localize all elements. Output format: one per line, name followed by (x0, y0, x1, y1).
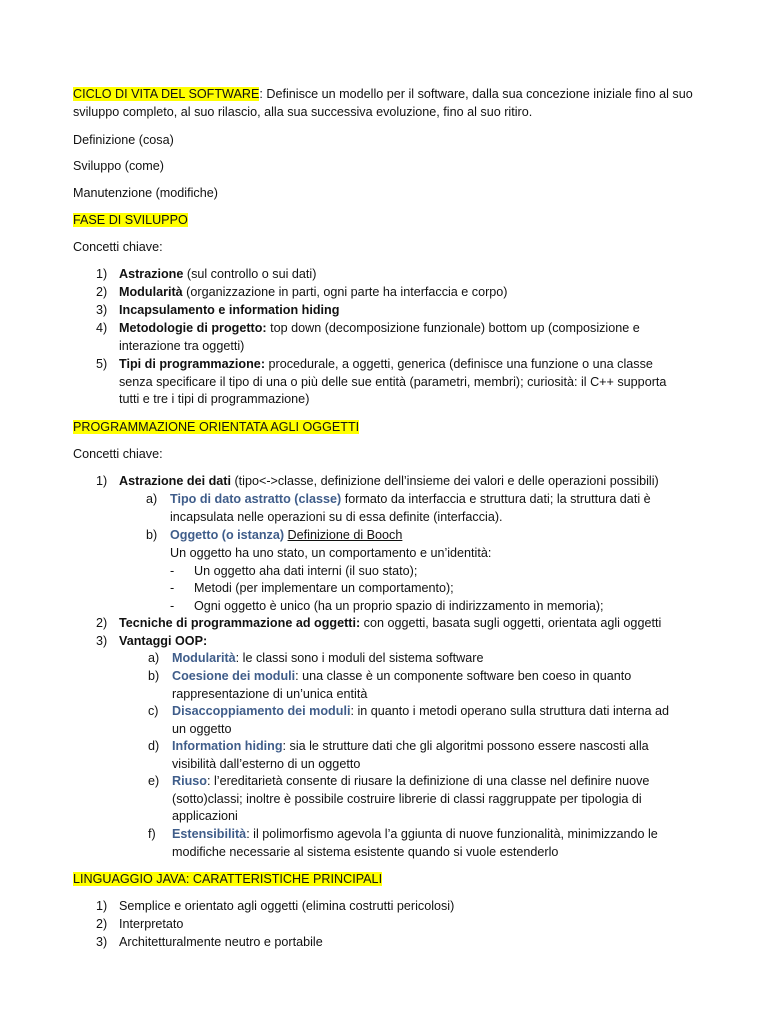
vantaggio-continuation: modifiche necessarie al sistema esistente quando si vuole estenderlo (172, 845, 559, 859)
concepts-label: Concetti chiave: (73, 447, 163, 461)
heading-text: FASE DI SVILUPPO (73, 213, 188, 227)
vantaggio-item: Disaccoppiamento dei moduli: in quanto i metodi operano sulla struttura dati interna ad (172, 704, 669, 718)
sub-letter: a) (148, 651, 160, 665)
bullet-dash: - (170, 599, 175, 613)
concepts-label: Concetti chiave: (73, 240, 163, 254)
vantaggio-item: Modularità: le classi sono i moduli del sistema software (172, 651, 484, 665)
bullet-dash: - (170, 564, 175, 578)
vantaggio-item: Coesione dei moduli: una classe è un componente software ben coeso in quanto (172, 669, 632, 683)
list-item: Tecniche di programmazione ad oggetti: con oggetti, basata sugli oggetti, orientata agli oggetti (119, 616, 662, 630)
list-item: Vantaggi OOP: (119, 634, 208, 648)
list-number: 5) (96, 357, 108, 371)
list-number: 1) (96, 474, 108, 488)
bullet-item: Un oggetto aha dati interni (il suo stato); (194, 564, 418, 578)
bullet-item: Metodi (per implementare un comportamento); (194, 581, 454, 595)
list-item: Astrazione (sul controllo o sui dati) (119, 267, 317, 281)
intro-item-sviluppo: Sviluppo (come) (73, 159, 164, 173)
sub-item: Tipo di dato astratto (classe) formato da interfaccia e struttura dati; la struttura dati è (170, 492, 651, 506)
intro-text: : Definisce un modello per il software, dalla sua concezione iniziale fino al suo (259, 87, 693, 101)
section-heading-sviluppo (73, 212, 188, 228)
section-heading-ciclo: CICLO DI VITA DEL SOFTWARE (73, 87, 260, 101)
intro-item-definizione: Definizione (cosa) (73, 133, 174, 147)
sub-letter: b) (148, 669, 160, 683)
list-item: Interpretato (119, 917, 184, 931)
vantaggio-continuation: visibilità dall’esterno di un oggetto (172, 757, 361, 771)
vantaggio-item: Riuso: l’ereditarietà consente di riusare la definizione di una classe nel definire nuove (172, 774, 650, 788)
intro-item-manutenzione: Manutenzione (modifiche) (73, 186, 218, 200)
vantaggio-continuation: (sotto)classi; inoltre è possibile costruire librerie di classi raggruppate per tipologia di (172, 792, 642, 806)
list-item: Modularità (organizzazione in parti, ogni parte ha interfaccia e corpo) (119, 285, 508, 299)
list-item: Astrazione dei dati (tipo<->classe, definizione dell’insieme dei valori e delle operazioni possibili) (119, 474, 659, 488)
list-number: 4) (96, 321, 108, 335)
vantaggio-continuation: applicazioni (172, 809, 238, 823)
vantaggio-item: Information hiding: sia le strutture dati che gli algoritmi possono essere nascosti alla (172, 739, 649, 753)
sub-item-continuation: incapsulata nelle operazioni su di essa definite (interfaccia). (170, 510, 503, 524)
list-item: Semplice e orientato agli oggetti (elimina costrutti pericolosi) (119, 899, 455, 913)
list-item-continuation: senza specificare il tipo di una o più delle sue entità (parametri, membri); curiosità: il C++ supporta (119, 375, 667, 389)
list-number: 2) (96, 616, 108, 630)
booch-link[interactable]: Definizione di Booch (287, 528, 403, 542)
sub-letter: b) (146, 528, 158, 542)
intro-line-1 (73, 86, 693, 102)
list-item-continuation: interazione tra oggetti) (119, 339, 245, 353)
list-item: Tipi di programmazione: procedurale, a oggetti, generica (definisce una funzione o una classe (119, 357, 653, 371)
bullet-dash: - (170, 581, 175, 595)
sub-letter: c) (148, 704, 159, 718)
sub-letter: d) (148, 739, 160, 753)
list-number: 2) (96, 917, 108, 931)
intro-line-2: sviluppo completo, al suo rilascio, alla sua successiva evoluzione, fino al suo ritiro. (73, 105, 533, 119)
heading-text: PROGRAMMAZIONE ORIENTATA AGLI OGGETTI (73, 420, 360, 434)
list-item: Architetturalmente neutro e portabile (119, 935, 323, 949)
list-number: 3) (96, 303, 108, 317)
list-number: 3) (96, 634, 108, 648)
bullet-item: Ogni oggetto è unico (ha un proprio spazio di indirizzamento in memoria); (194, 599, 604, 613)
section-heading-java (73, 871, 382, 887)
sub-letter: e) (148, 774, 160, 788)
vantaggio-continuation: un oggetto (172, 722, 232, 736)
heading-text: LINGUAGGIO JAVA: CARATTERISTICHE PRINCIPALI (73, 872, 383, 886)
vantaggio-continuation: rappresentazione di un’unica entità (172, 687, 368, 701)
list-item: Incapsulamento e information hiding (119, 303, 340, 317)
sub-letter: a) (146, 492, 158, 506)
sub-item: Oggetto (o istanza) Definizione di Booch (170, 528, 403, 542)
list-item-continuation: tutti e tre i tipi di programmazione) (119, 392, 310, 406)
list-item: Metodologie di progetto: top down (decomposizione funzionale) bottom up (composizione e (119, 321, 640, 335)
vantaggio-item: Estensibilità: il polimorfismo agevola l’a ggiunta di nuove funzionalità, minimizzando le (172, 827, 658, 841)
list-number: 2) (96, 285, 108, 299)
sub-item-continuation: Un oggetto ha uno stato, un comportamento e un’identità: (170, 546, 492, 560)
list-number: 3) (96, 935, 108, 949)
list-number: 1) (96, 899, 108, 913)
sub-letter: f) (148, 827, 156, 841)
list-number: 1) (96, 267, 108, 281)
section-heading-oop (73, 419, 359, 435)
